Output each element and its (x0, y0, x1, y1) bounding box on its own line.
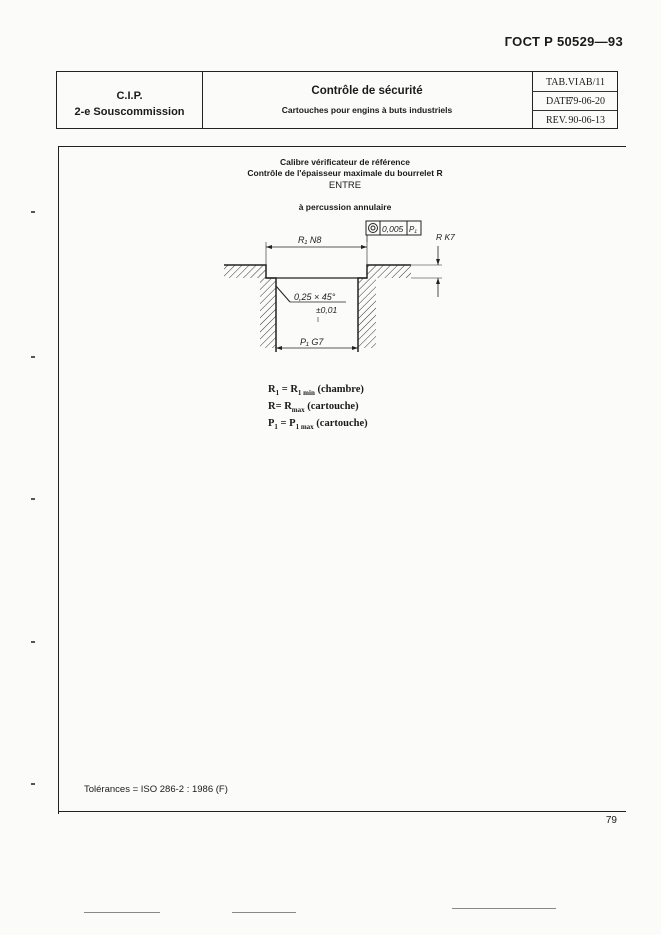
document-number: ГОСТ Р 50529—93 (504, 34, 623, 49)
margin-mark (31, 783, 35, 785)
hatch-right-wall (358, 278, 376, 348)
tolerance-value: 0,005 (382, 224, 404, 234)
concentricity-icon (369, 224, 378, 233)
margin-mark (31, 498, 35, 500)
hatch-left-top (224, 265, 266, 278)
scan-line (232, 912, 296, 913)
hatch-left-wall (260, 278, 276, 348)
meta-row-rev (532, 110, 617, 129)
meta-key: TAB.VI (546, 77, 579, 88)
meta-value: AB/11 (578, 77, 605, 88)
tolerances-note: Tolérances = ISO 286-2 : 1986 (F) (84, 784, 228, 795)
margin-mark (31, 641, 35, 643)
chamfer-label: 0,25 × 45° (294, 292, 336, 302)
header-table (56, 71, 618, 129)
margin-mark (31, 211, 35, 213)
chamfer-tolerance: ±0,01 (316, 305, 338, 315)
header-title-cell (202, 72, 533, 128)
header-org-cell (57, 72, 203, 128)
meta-key: REV. (546, 115, 568, 126)
meta-key: DATE (546, 96, 572, 107)
header-meta-cell (532, 72, 617, 128)
scan-line (84, 912, 160, 913)
subcommission: 2-e Souscommission (74, 106, 185, 118)
meta-row-date (532, 91, 617, 111)
page-number: 79 (605, 815, 617, 826)
drawing-subtitle: à percussion annulaire (298, 202, 392, 212)
header-subtitle: Cartouches pour engins à buts industriels (281, 105, 453, 115)
gauge-drawing (210, 212, 470, 372)
meta-row-tab (532, 72, 617, 92)
legend-line-3: $P_1 = P_{1 max}$ (cartouche) (268, 418, 368, 432)
dim-bottom-label: P₁ G7 (300, 337, 324, 347)
chamfer-line (276, 286, 290, 302)
title-line-1: Calibre vérificateur de référence (280, 157, 410, 167)
hatch-right-top (367, 265, 411, 278)
legend-line-1: $R_1 = R_{1 min}$ (chambre) (268, 384, 364, 398)
meta-value: 90-06-13 (568, 115, 605, 126)
dim-right-label: R K7 (436, 232, 455, 242)
dim-top-label: R₁ N8 (298, 235, 322, 245)
meta-value: 79-06-20 (568, 96, 605, 107)
drawing-titles (200, 157, 490, 192)
title-line-3: ENTRE (328, 180, 362, 191)
tolerance-ref: P₁ (409, 225, 417, 234)
header-title: Contrôle de sécurité (311, 85, 423, 97)
legend-line-2: $R= R_{max}$ (cartouche) (268, 401, 359, 415)
title-line-2: Contrôle de l'épaisseur maximale du bourrelet R (247, 168, 443, 178)
margin-mark (31, 356, 35, 358)
org-name: C.I.P. (116, 90, 143, 102)
scan-line (452, 908, 556, 909)
bottom-rule (58, 811, 626, 812)
